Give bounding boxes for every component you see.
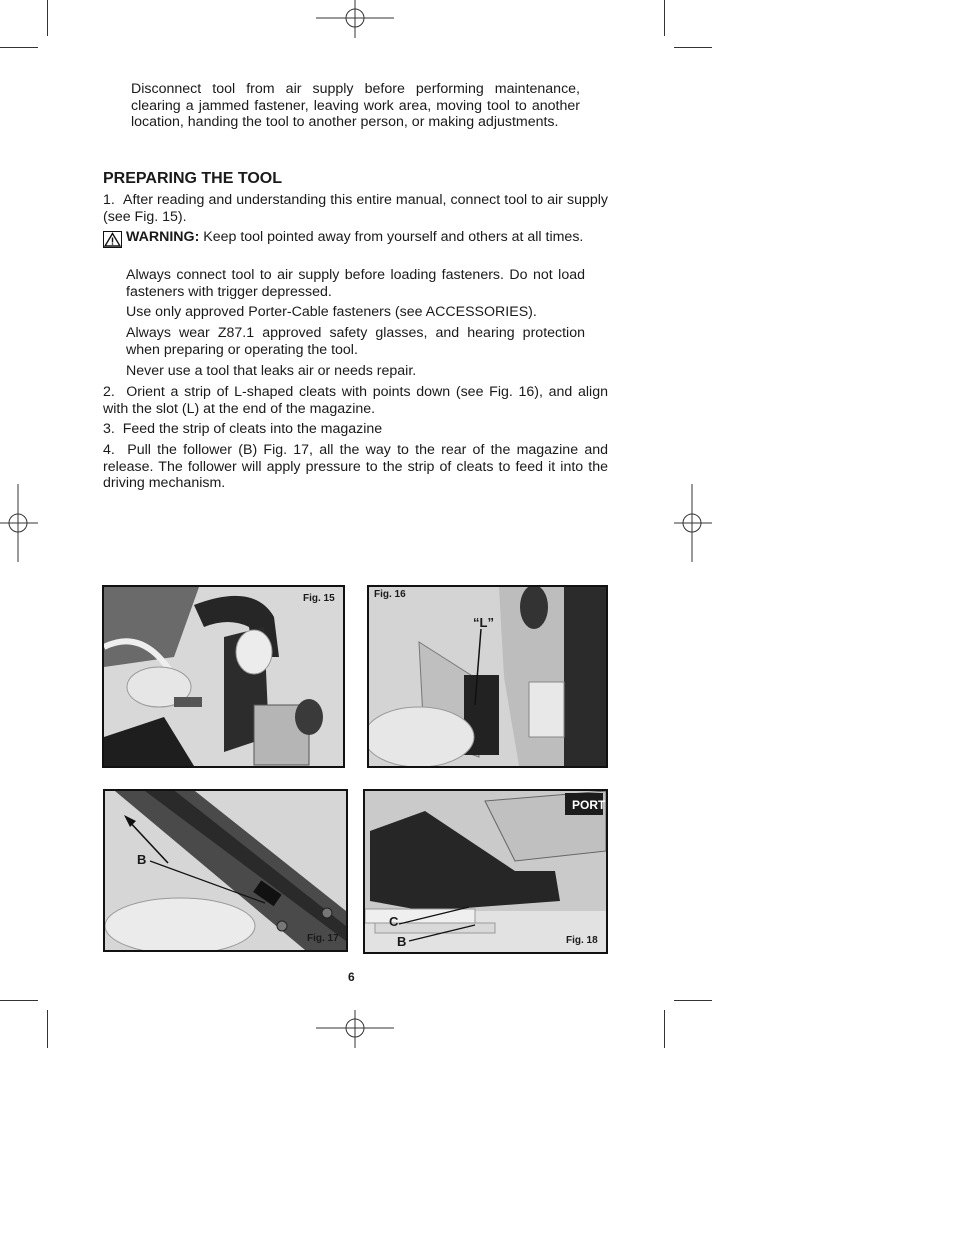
registration-mark-top — [316, 0, 394, 40]
registration-mark-left — [0, 484, 40, 562]
registration-mark-right — [672, 484, 712, 562]
registration-mark-bottom — [316, 1008, 394, 1048]
fig18-illustration — [365, 791, 606, 952]
crop-mark — [674, 1000, 712, 1001]
callout-b-fig18: B — [397, 934, 407, 949]
callout-c: C — [389, 914, 399, 929]
section-heading: PREPARING THE TOOL — [103, 170, 282, 187]
step-1: 1. After reading and understanding this entire manual, connect tool to air supply (see Fig. 15). — [103, 192, 608, 225]
fig-15-label: Fig. 15 — [303, 593, 335, 604]
warning-triangle-icon — [103, 231, 122, 248]
brand-text: PORT — [572, 798, 606, 812]
fig-18-label: Fig. 18 — [566, 935, 598, 946]
crop-mark — [0, 47, 38, 48]
fig17-illustration — [105, 791, 346, 950]
crop-mark — [674, 47, 712, 48]
fig-16-label: Fig. 16 — [374, 589, 406, 600]
warning-paragraph — [126, 229, 585, 246]
warning-text: Keep tool pointed away from yourself and others at all times. — [199, 229, 584, 245]
crop-mark — [0, 1000, 38, 1001]
fig-17-label: Fig. 17 — [307, 933, 339, 944]
crop-mark — [664, 0, 665, 36]
callout-l: “L” — [473, 615, 494, 630]
crop-mark — [664, 1010, 665, 1048]
note-safety-glasses: Always wear Z87.1 approved safety glasses, and hearing protection when preparing or operating the tool. — [126, 325, 585, 358]
step-4: 4. Pull the follower (B) Fig. 17, all the way to the rear of the magazine and release. The follower will apply pressure to the strip of cleats to feed it into the driving mechanism. — [103, 442, 608, 492]
figure-15-photo — [102, 585, 345, 768]
callout-b-fig17: B — [137, 852, 147, 867]
page-number: 6 — [348, 970, 355, 984]
note-leaks: Never use a tool that leaks air or needs repair. — [126, 363, 417, 379]
fig16-illustration — [369, 587, 606, 766]
crop-mark — [47, 1010, 48, 1048]
step-3: 3. Feed the strip of cleats into the magazine — [103, 421, 383, 437]
figure-16-photo — [367, 585, 608, 768]
warning-label: WARNING: — [126, 229, 200, 245]
note-approved-fasteners: Use only approved Porter-Cable fasteners (see ACCESSORIES). — [126, 304, 537, 320]
step-2: 2. Orient a strip of L-shaped cleats with points down (see Fig. 16), and align with the slot (L) at the end of the magazine. — [103, 384, 608, 417]
fig15-illustration — [104, 587, 343, 766]
figure-18-photo — [363, 789, 608, 954]
note-connect-air: Always connect tool to air supply before loading fasteners. Do not load fasteners with trigger depressed. — [126, 267, 585, 300]
figure-17-photo — [103, 789, 348, 952]
intro-paragraph: Disconnect tool from air supply before performing maintenance, clearing a jammed fastener, leaving work area, moving tool to another location, handing the tool to another person, or making adjustments. — [131, 81, 580, 131]
crop-mark — [47, 0, 48, 36]
